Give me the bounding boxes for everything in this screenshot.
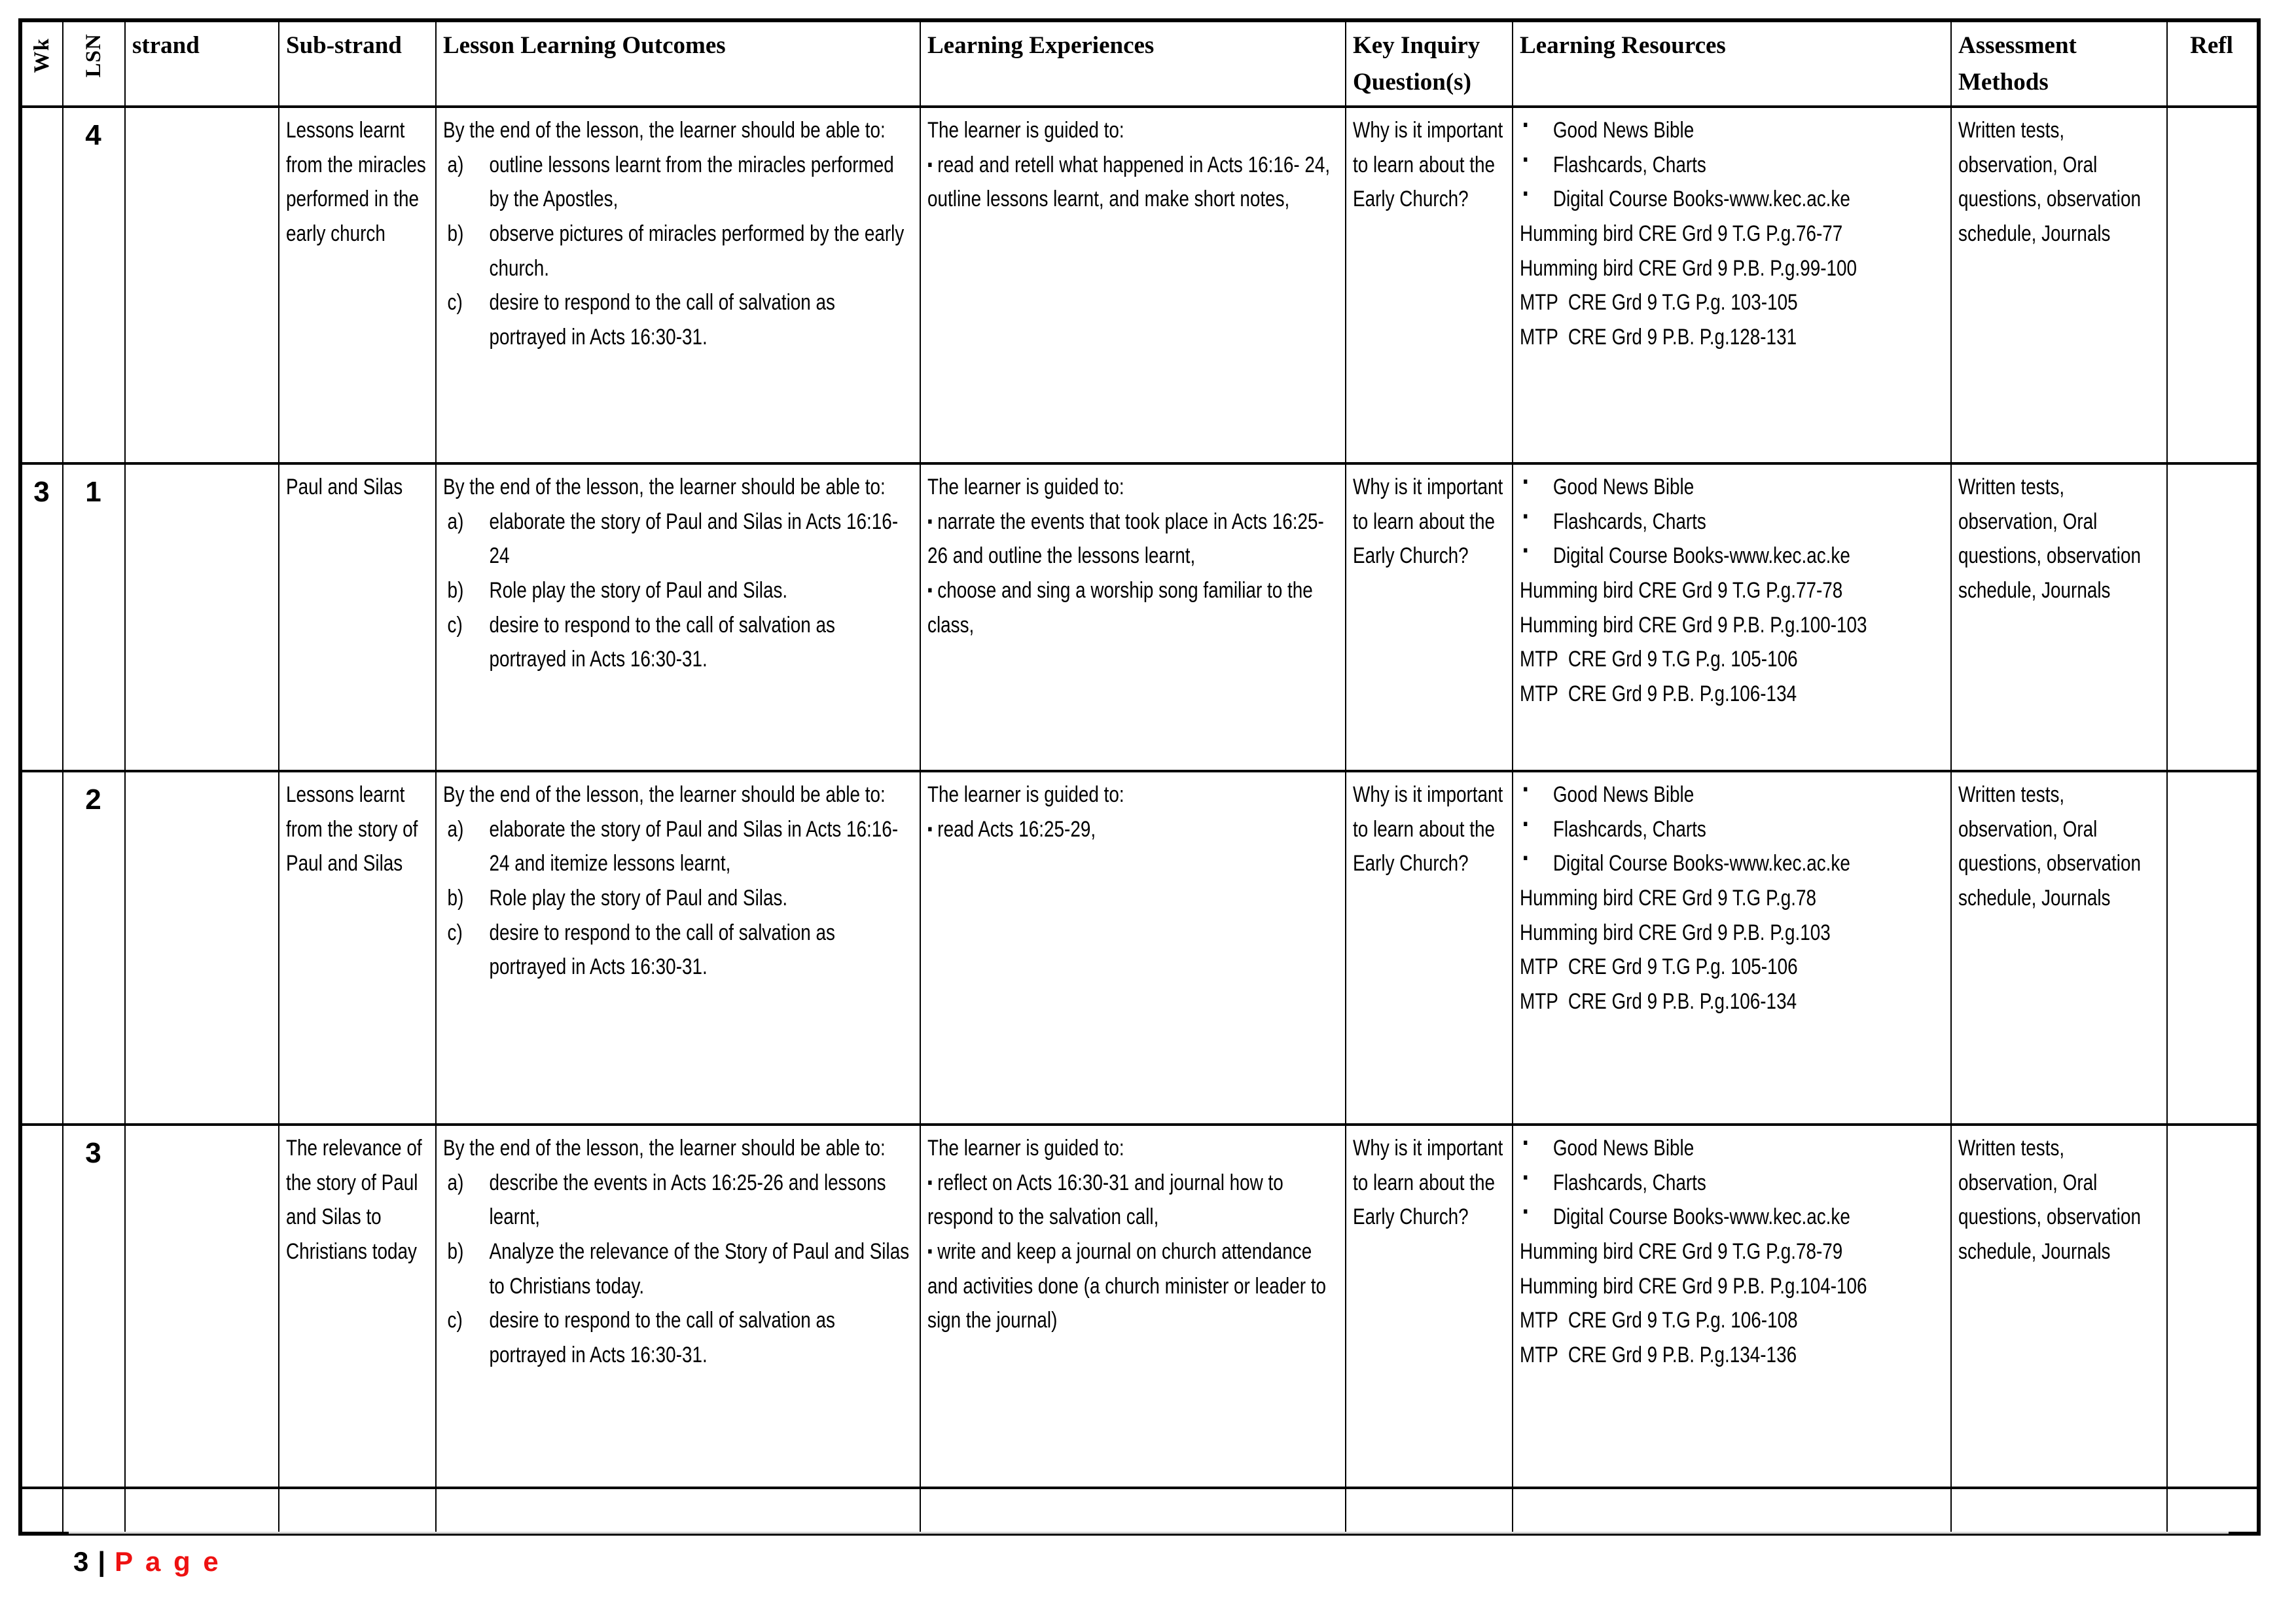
cell-content xyxy=(927,470,1337,642)
bullet-icon: ▪ xyxy=(927,511,933,531)
col-header-strand: strand xyxy=(125,20,279,107)
cell-experiences xyxy=(920,771,1346,1125)
footer-page-number: 3 xyxy=(73,1546,89,1577)
bullet-icon: ▪ xyxy=(1522,183,1528,204)
item-text: describe the events in Acts 16:25-26 and lessons learnt, xyxy=(489,1170,886,1230)
cell-empty xyxy=(1513,1488,1951,1534)
cell-content xyxy=(1520,1131,1943,1373)
bullet-icon: ▪ xyxy=(1522,1132,1528,1152)
item-letter: c) xyxy=(447,1308,463,1333)
reference-line: Humming bird CRE Grd 9 T.G P.g.76-77 xyxy=(1520,221,1843,247)
cell-outcomes xyxy=(436,1125,920,1488)
cell-empty xyxy=(125,1488,279,1534)
table-row-week-3-lesson-1 xyxy=(20,463,2259,771)
cell-strand xyxy=(125,107,279,463)
cell-empty xyxy=(1951,1488,2167,1534)
cell-content xyxy=(927,1131,1337,1338)
cell-content xyxy=(1520,470,1943,712)
cell-content: Written tests, observation, Oral questions, observation schedule, Journals xyxy=(1958,1136,2141,1265)
cell-refl xyxy=(2167,107,2259,463)
page-footer xyxy=(73,1546,221,1578)
lettered-item xyxy=(443,1303,912,1372)
cell-content: The relevance of the story of Paul and Silas to Christians today xyxy=(286,1136,422,1265)
col-header-assessment: Assessment Methods xyxy=(1951,20,2167,107)
item-letter: b) xyxy=(447,1239,464,1265)
reference-line: Humming bird CRE Grd 9 T.G P.g.78 xyxy=(1520,886,1816,911)
cell-resources xyxy=(1513,1125,1951,1488)
col-header-wk xyxy=(20,20,63,107)
bullet-icon: ▪ xyxy=(927,818,933,839)
bullet-text: Good News Bible xyxy=(1552,782,1695,807)
item-text: Role play the story of Paul and Silas. xyxy=(489,578,788,604)
item-text: outline lessons learnt from the miracles performed by the Apostles, xyxy=(489,152,894,212)
cell-content: Why is it important to learn about the Early Church? xyxy=(1353,475,1503,569)
reference-line: MTP CRE Grd 9 P.B. P.g.134-136 xyxy=(1520,1343,1797,1368)
footer-bar: | xyxy=(98,1546,106,1577)
cell-sub-strand xyxy=(279,463,436,771)
cell-intro-text: The learner is guided to: xyxy=(927,782,1124,807)
lettered-item xyxy=(443,573,912,608)
reference-line: MTP CRE Grd 9 P.B. P.g.106-134 xyxy=(1520,989,1797,1015)
cell-assessment xyxy=(1951,463,2167,771)
bullet-icon: ▪ xyxy=(1522,115,1528,134)
cell-content xyxy=(443,470,912,677)
cell-resources xyxy=(1513,107,1951,463)
cell-assessment xyxy=(1951,107,2167,463)
bullet-text: Flashcards, Charts xyxy=(1552,1170,1706,1195)
cell-wk xyxy=(20,1125,63,1488)
cell-content: Written tests, observation, Oral questions, observation schedule, Journals xyxy=(1958,118,2141,247)
reference-line: Humming bird CRE Grd 9 P.B. P.g.99-100 xyxy=(1520,255,1857,281)
bullet-text: Good News Bible xyxy=(1552,118,1695,143)
col-header-experiences: Learning Experiences xyxy=(920,20,1346,107)
cell-sub-strand xyxy=(279,107,436,463)
bullet-item xyxy=(1520,778,1943,812)
cell-content xyxy=(927,113,1337,217)
lettered-item xyxy=(443,285,912,354)
cell-content xyxy=(443,778,912,984)
bullet-item: ▪ narrate the events that took place in Acts 16:25-26 and outline the lessons learnt, xyxy=(927,509,1324,569)
bullet-text: Digital Course Books-www.kec.ac.ke xyxy=(1552,187,1850,212)
cell-content: Why is it important to learn about the Early Church? xyxy=(1353,1136,1503,1230)
bullet-item xyxy=(1520,812,1943,847)
cell-empty xyxy=(279,1488,436,1534)
bullet-item xyxy=(1520,846,1943,881)
lettered-item xyxy=(443,505,912,573)
lettered-item xyxy=(443,916,912,984)
bullet-item xyxy=(1520,182,1943,217)
reference-line: MTP CRE Grd 9 P.B. P.g.128-131 xyxy=(1520,325,1797,350)
item-letter: b) xyxy=(447,221,464,247)
cell-wk: 3 xyxy=(20,463,63,771)
cell-content: Why is it important to learn about the Early Church? xyxy=(1353,118,1503,212)
reference-line: Humming bird CRE Grd 9 P.B. P.g.100-103 xyxy=(1520,612,1867,638)
cell-sub-strand xyxy=(279,1125,436,1488)
bullet-text: Flashcards, Charts xyxy=(1552,816,1706,842)
reference-line: MTP CRE Grd 9 T.G P.g. 105-106 xyxy=(1520,954,1798,980)
lettered-item xyxy=(443,608,912,677)
col-header-lsn-label: LSN xyxy=(81,33,105,77)
cell-experiences xyxy=(920,1125,1346,1488)
bullet-item xyxy=(1520,148,1943,183)
bullet-icon: ▪ xyxy=(1522,471,1528,491)
item-letter: a) xyxy=(447,509,464,534)
bullet-icon: ▪ xyxy=(1522,540,1528,560)
cell-content: Lessons learnt from the story of Paul and Silas xyxy=(286,782,418,876)
cell-key-inquiry xyxy=(1346,1125,1513,1488)
cell-strand xyxy=(125,463,279,771)
scheme-of-work-table xyxy=(18,18,2261,1536)
bullet-text: Digital Course Books-www.kec.ac.ke xyxy=(1552,1204,1850,1230)
cell-assessment xyxy=(1951,1125,2167,1488)
item-text: desire to respond to the call of salvation as portrayed in Acts 16:30-31. xyxy=(489,920,836,980)
footer-page-label: P a g e xyxy=(115,1546,221,1577)
bullet-icon: ▪ xyxy=(927,580,933,600)
bullet-icon: ▪ xyxy=(927,1172,933,1192)
bullet-text: Flashcards, Charts xyxy=(1552,152,1706,177)
bullet-item: ▪ read and retell what happened in Acts 16:16- 24, outline lessons learnt, and make short notes, xyxy=(927,152,1331,212)
cell-intro-text: By the end of the lesson, the learner should be able to: xyxy=(443,475,886,499)
reference-line: Humming bird CRE Grd 9 T.G P.g.77-78 xyxy=(1520,578,1843,604)
col-header-sub-strand: Sub-strand xyxy=(279,20,436,107)
table-row-empty xyxy=(20,1488,2259,1534)
cell-intro-text: By the end of the lesson, the learner should be able to: xyxy=(443,1136,886,1161)
cell-content: Written tests, observation, Oral questions, observation schedule, Journals xyxy=(1958,475,2141,604)
cell-lsn: 3 xyxy=(63,1125,125,1488)
bullet-icon: ▪ xyxy=(1522,813,1528,833)
cell-lsn: 1 xyxy=(63,463,125,771)
bullet-icon: ▪ xyxy=(1522,1166,1528,1187)
bullet-icon: ▪ xyxy=(1522,505,1528,526)
bullet-item: ▪ read Acts 16:25-29, xyxy=(927,816,1096,842)
reference-line: MTP CRE Grd 9 T.G P.g. 106-108 xyxy=(1520,1308,1798,1333)
bullet-item xyxy=(1520,1166,1943,1200)
item-letter: c) xyxy=(447,290,463,316)
cell-key-inquiry xyxy=(1346,771,1513,1125)
cell-empty xyxy=(20,1488,63,1534)
item-letter: a) xyxy=(447,1170,464,1195)
cell-content: Written tests, observation, Oral questions, observation schedule, Journals xyxy=(1958,782,2141,911)
item-letter: a) xyxy=(447,152,464,177)
cell-content: Paul and Silas xyxy=(286,475,403,499)
cell-refl xyxy=(2167,1125,2259,1488)
col-header-wk-label: Wk xyxy=(29,37,54,73)
cell-empty xyxy=(920,1488,1346,1534)
bullet-item xyxy=(1520,470,1943,505)
item-letter: c) xyxy=(447,612,463,638)
lettered-item xyxy=(443,1166,912,1235)
bullet-item: ▪ choose and sing a worship song familiar to the class, xyxy=(927,578,1313,638)
footer-divider-rule xyxy=(69,1532,2229,1534)
col-header-key-inquiry: Key Inquiry Question(s) xyxy=(1346,20,1513,107)
reference-line: Humming bird CRE Grd 9 P.B. P.g.104-106 xyxy=(1520,1273,1867,1299)
reference-line: MTP CRE Grd 9 T.G P.g. 103-105 xyxy=(1520,290,1798,316)
cell-refl xyxy=(2167,771,2259,1125)
cell-content xyxy=(927,778,1337,846)
lettered-item xyxy=(443,217,912,285)
cell-content xyxy=(443,113,912,355)
cell-intro-text: The learner is guided to: xyxy=(927,1136,1124,1161)
item-text: elaborate the story of Paul and Silas in Acts 16:16-24 xyxy=(489,509,899,569)
lettered-item xyxy=(443,881,912,916)
cell-outcomes xyxy=(436,771,920,1125)
cell-content xyxy=(443,1131,912,1373)
bullet-text: Flashcards, Charts xyxy=(1552,509,1706,534)
reference-line: MTP CRE Grd 9 T.G P.g. 105-106 xyxy=(1520,647,1798,672)
bullet-icon: ▪ xyxy=(927,154,933,174)
col-header-outcomes: Lesson Learning Outcomes xyxy=(436,20,920,107)
cell-resources xyxy=(1513,771,1951,1125)
cell-empty xyxy=(63,1488,125,1534)
cell-intro-text: By the end of the lesson, the learner should be able to: xyxy=(443,782,886,807)
reference-line: Humming bird CRE Grd 9 T.G P.g.78-79 xyxy=(1520,1239,1843,1265)
cell-intro-text: The learner is guided to: xyxy=(927,118,1124,143)
cell-content xyxy=(1520,778,1943,1019)
bullet-text: Digital Course Books-www.kec.ac.ke xyxy=(1552,543,1850,569)
cell-experiences xyxy=(920,107,1346,463)
col-header-refl: Refl xyxy=(2167,20,2259,107)
item-text: elaborate the story of Paul and Silas in Acts 16:16-24 and itemize lessons learnt, xyxy=(489,816,899,876)
col-header-resources: Learning Resources xyxy=(1513,20,1951,107)
bullet-item xyxy=(1520,539,1943,573)
item-text: desire to respond to the call of salvation as portrayed in Acts 16:30-31. xyxy=(489,1308,836,1368)
bullet-text: Digital Course Books-www.kec.ac.ke xyxy=(1552,851,1850,876)
bullet-item: ▪ reflect on Acts 16:30-31 and journal how to respond to the salvation call, xyxy=(927,1170,1283,1230)
lettered-item xyxy=(443,148,912,217)
bullet-text: Good News Bible xyxy=(1552,1136,1695,1161)
bullet-item xyxy=(1520,505,1943,539)
reference-line: Humming bird CRE Grd 9 P.B. P.g.103 xyxy=(1520,920,1831,945)
bullet-icon: ▪ xyxy=(1522,779,1528,799)
bullet-item xyxy=(1520,1131,1943,1166)
cell-strand xyxy=(125,771,279,1125)
cell-strand xyxy=(125,1125,279,1488)
bullet-item xyxy=(1520,113,1943,148)
cell-wk xyxy=(20,771,63,1125)
cell-lsn: 2 xyxy=(63,771,125,1125)
bullet-item xyxy=(1520,1200,1943,1235)
item-letter: a) xyxy=(447,816,464,842)
cell-experiences xyxy=(920,463,1346,771)
item-letter: b) xyxy=(447,886,464,911)
item-text: desire to respond to the call of salvation as portrayed in Acts 16:30-31. xyxy=(489,612,836,672)
bullet-item: ▪ write and keep a journal on church attendance and activities done (a church minister or leader to sign the journal) xyxy=(927,1239,1327,1333)
item-letter: b) xyxy=(447,578,464,604)
cell-content: Lessons learnt from the miracles performed in the early church xyxy=(286,118,426,247)
item-letter: c) xyxy=(447,920,463,945)
cell-empty xyxy=(1346,1488,1513,1534)
cell-intro-text: By the end of the lesson, the learner should be able to: xyxy=(443,118,886,143)
bullet-icon: ▪ xyxy=(1522,1201,1528,1221)
cell-empty xyxy=(2167,1488,2259,1534)
table-row-lesson-4 xyxy=(20,107,2259,463)
cell-intro-text: The learner is guided to: xyxy=(927,475,1124,499)
table-row-lesson-2 xyxy=(20,771,2259,1125)
cell-assessment xyxy=(1951,771,2167,1125)
cell-resources xyxy=(1513,463,1951,771)
cell-outcomes xyxy=(436,107,920,463)
cell-wk xyxy=(20,107,63,463)
lettered-item xyxy=(443,1235,912,1303)
bullet-icon: ▪ xyxy=(927,1241,933,1261)
header-row xyxy=(20,20,2259,107)
cell-content xyxy=(1520,113,1943,355)
item-text: desire to respond to the call of salvation as portrayed in Acts 16:30-31. xyxy=(489,290,836,350)
cell-sub-strand xyxy=(279,771,436,1125)
cell-lsn: 4 xyxy=(63,107,125,463)
item-text: observe pictures of miracles performed by the early church. xyxy=(489,221,905,281)
item-text: Role play the story of Paul and Silas. xyxy=(489,886,788,911)
bullet-text: Good News Bible xyxy=(1552,475,1695,499)
item-text: Analyze the relevance of the Story of Paul and Silas to Christians today. xyxy=(489,1239,910,1299)
cell-refl xyxy=(2167,463,2259,771)
cell-key-inquiry xyxy=(1346,107,1513,463)
cell-key-inquiry xyxy=(1346,463,1513,771)
cell-empty xyxy=(436,1488,920,1534)
reference-line: MTP CRE Grd 9 P.B. P.g.106-134 xyxy=(1520,681,1797,707)
lettered-item xyxy=(443,812,912,881)
table-row-lesson-3 xyxy=(20,1125,2259,1488)
cell-content: Why is it important to learn about the Early Church? xyxy=(1353,782,1503,876)
bullet-icon: ▪ xyxy=(1522,149,1528,169)
col-header-lsn xyxy=(63,20,125,107)
bullet-icon: ▪ xyxy=(1522,848,1528,868)
cell-outcomes xyxy=(436,463,920,771)
